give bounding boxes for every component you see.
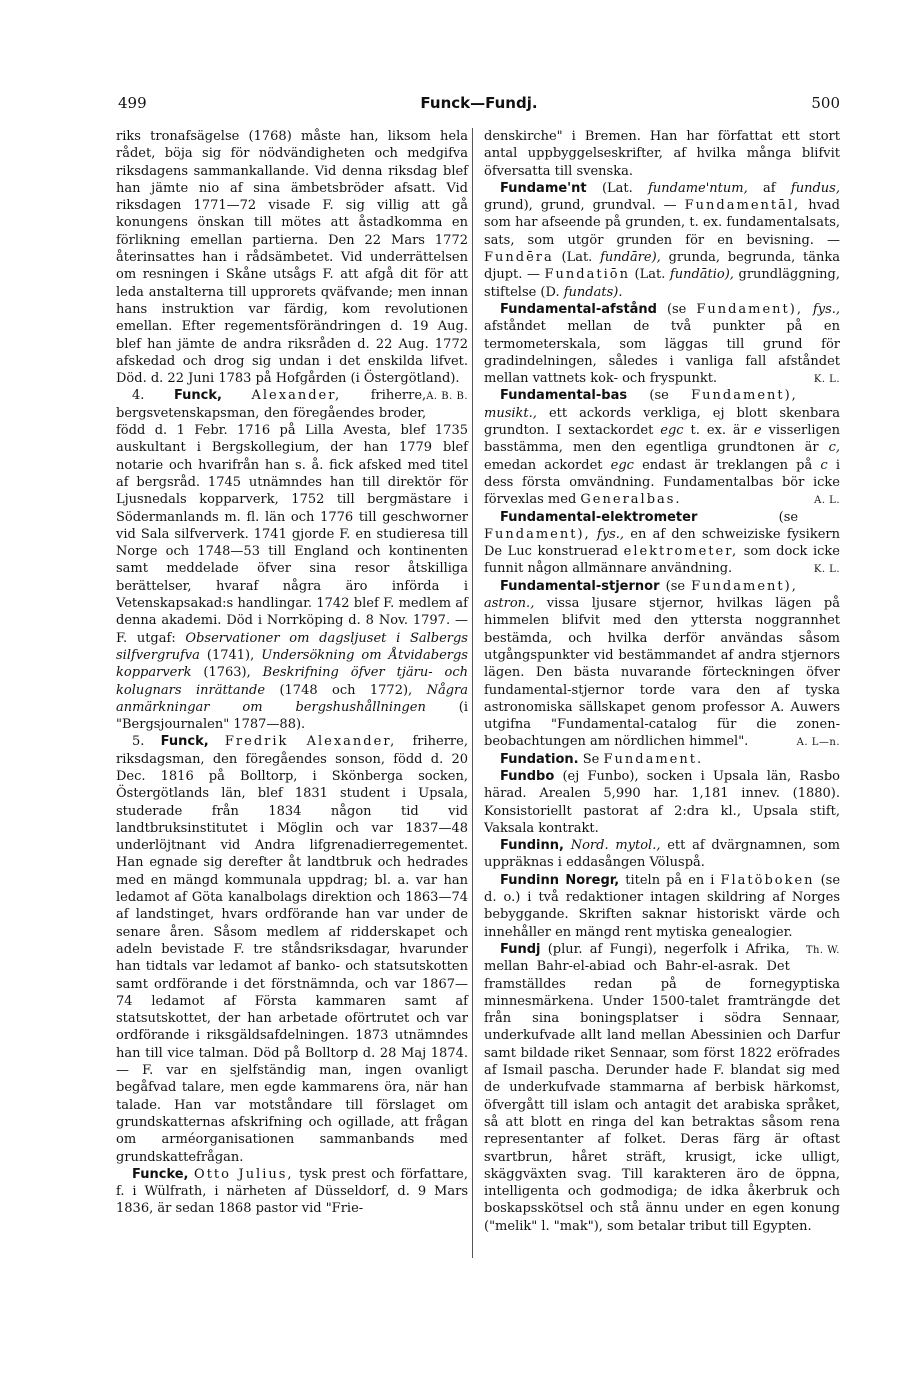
author-signature: A. B. B. xyxy=(426,391,468,403)
page-header xyxy=(118,94,840,118)
author-signature: Th. W. xyxy=(805,944,840,956)
entry-fundinn-noregr: Fundinn Noregr, titeln på en i Flatöboken (se d. o.) i två redaktioner intagen skildring af Norges bebyggande. Skriften saknar historiskt värde och innehåller en mängd rent mytiska genealogier. Th. W. xyxy=(484,872,841,956)
author-signature: A. L—n. xyxy=(796,737,840,749)
entry-funck-alexander: 4. Funck, Alexander, friherre, bergsvetenskapsman, den föregåendes broder, född d. 1 Febr. 1716 på Lilla Avesta, blef 1735 auskultant i Bergskollegium, der han 1779 blef notarie och hvarifrån han s. å. fick afsked med titel af bergsråd. 1745 utnämndes han till direktör för Ljusnedals kopparverk, 1752 till bergmästare i Södermanlands m. fl. län och 1776 till geschworner vid Sala silfververk. 1741 gjorde F. en studieresa till Norge och 1748—53 till England och kontinenten samt meddelade öfver sina resor åtskilliga berättelser, hvaraf några äro införda i Vetenskapsakad:s handlingar. 1742 blef F. medlem af denna akademi. Död i Norrköping d. 8 Nov. 1797. — F. utgaf: Observationer om dagsljuset i Salbergs silfvergrufva (1741), Undersökning om Åtvidabergs kopparverk (1763), Beskrifning öfver tjäru- och kolugnars inrättande (1748 och 1772), Några anmärkningar om bergshushållningen (i "Bergsjournalen" 1787—88). xyxy=(116,388,468,733)
right-column xyxy=(484,128,840,1235)
running-title: Funck—Fundj. xyxy=(420,94,538,112)
headword: Fundamental-stjernor xyxy=(500,578,660,594)
headword: Fundbo xyxy=(500,768,555,784)
entry-fundbo: Fundbo (ej Funbo), socken i Upsala län, Rasbo härad. Arealen 5,990 har. 1,181 innev. (1880). Konsistoriellt pastorat af 2:dra kl., Upsala stift, Vaksala kontrakt. xyxy=(484,768,841,836)
headword: Funcke, xyxy=(132,1166,189,1182)
entry-funck-continued: riks tronafsägelse (1768) måste han, liksom hela rådet, böja sig för nödvändigheten och medgifva riksdagens sammankallande. Vid denna riksdag blef han jämte nio af sina ämbetsbröder afsatt. Vid riksdagen 1771—72 visade F. sig villig att gå konungens önskan till mötes att åstadkomma en förlikning emellan partierna. Den 22 Mars 1772 återinsattes han i rådsämbetet. Vid underrättelsen om resningen i Skåne utsågs F. att afgå dit för att leda anstalterna till upprorets qväfvande; men innan hans instruktion var färdig, kom revolutionen emellan. Efter regementsförändringen d. 19 Aug. blef han jämte de andra riksråden d. 22 Aug. 1772 afskedad och drog sig undan i det enskilda lifvet. Död. d. 22 Juni 1783 på Hofgården (i Östergötland). A. B. B. xyxy=(116,129,468,403)
entry-funcke: Funcke, Otto Julius, tysk prest och författare, f. i Wülfrath, i närheten af Düsseldorf, d. 9 Mars 1836, är sedan 1868 pastor vid "Frie- xyxy=(116,1166,468,1217)
entry-fundamental-bas: Fundamental-bas (se Fundament), musikt., ett ackords verkliga, ej blott skenbara grundton. I sextackordet egc t. ex. är e visserligen basstämma, men den egentliga grundtonen är c, emedan ackordet egc endast är treklangen på c i dess första omvändning. Fundamentalbas bör icke förvexlas med Generalbas. A. L. xyxy=(484,388,840,508)
entry-fundamental-stjernor: Fundamental-stjernor (se Fundament), astron., vissa ljusare stjernor, hvilkas lägen på himmelen blifvit med den yttersta noggrannhet bestämda, och hvilka derför användas såsom utgångspunkter vid bestämmandet af andra stjernors lägen. Den bästa nuvarande förteckningen öfver fundamental-stjernor torde vara den af tyska astronomiska sällskapet genom professor A. Auwers utgifna "Fundamental-catalog für die zonen-beobachtungen am nördlichen himmel". A. L—n. xyxy=(484,578,840,750)
headword: Funck, xyxy=(160,734,209,750)
page-number-left: 499 xyxy=(118,94,147,112)
headword: Fundj xyxy=(500,941,541,957)
entry-fundament: Fundame'nt (Lat. fundame'ntum, af fundus, grund), grund, grundval. — Fundamentāl, hvad som har afseende på grunden, t. ex. fundamentalsats, sats, som utgör grunden för en bevisning. — Fundēra (Lat. fundāre), grunda, begrunda, tänka djupt. — Fundatiōn (Lat. fundātio), grundläggning, stiftelse (D. fundats). xyxy=(484,180,841,300)
column-divider xyxy=(472,128,473,1258)
page-number-right: 500 xyxy=(811,94,840,112)
entry-funck-fredrik-alexander: 5. Funck, Fredrik Alexander, friherre, riksdagsman, den föregåendes sonson, född d. 20 Dec. 1816 på Bolltorp, i Skönberga socken, Östergötlands län, blef 1831 student i Upsala, studerade från 1834 någon tid vid landtbruksinstitutet i Möglin och var 1837—48 underlöjtnant vid Andra lifgrenadierregementet. Han egnade sig derefter åt landtbruk och hedrades med en mängd kommunala uppdrag; bl. a. var han ledamot af Göta kanalbolags direktion och 1863—74 af landstinget, hvars ordförande han var under de senare åren. Såsom medlem af ridderskapet och adeln bevistade F. tre ståndsriksdagar, hvarunder han tidtals var ledamot af banko- och statsutskotten samt ordförande i det förstnämnda, och var 1867—74 ledamot af Första kammaren samt af statsutskottet, der han arbetade oförtrutet och var ordförande i riksgäldsafdelningen. 1873 utnämndes han till vice talman. Död på Bolltorp d. 28 Maj 1874. — F. var en sjelfständig man, ingen ovanligt begåfvad talare, men egde kammarens öra, när han talade. Han var motståndare till förslaget om grundskatternas afskrifning och ogillade, att frågan om arméorganisationen sammanbands med grundskattefrågan. xyxy=(116,734,468,1165)
headword: Fundamental-bas xyxy=(500,388,628,404)
headword: Fundamental-afstånd xyxy=(500,301,657,317)
headword: Fundamental-elektrometer xyxy=(500,509,698,525)
headword: Funck, xyxy=(173,388,222,404)
author-signature: A. L. xyxy=(814,495,840,507)
headword: Fundinn Noregr, xyxy=(500,872,620,888)
entry-funcke-continued: denskirche" i Bremen. Han har författat ett stort antal uppbyggelseskrifter, af hvilka många blifvit öfversatta till svenska. xyxy=(484,129,840,179)
entry-fundamental-elektrometer: Fundamental-elektrometer (se Fundament), fys., en af den schweiziske fysikern De Luc konstruerad elektrometer, som dock icke funnit någon allmännare användning. K. L. xyxy=(484,509,840,577)
entry-fundation: Fundation. Se Fundament. xyxy=(500,751,704,767)
headword: Fundinn, xyxy=(500,838,564,854)
entry-fundinn: Fundinn, Nord. mytol., ett af dvärgnamnen, som uppräknas i eddasången Völuspå. xyxy=(484,838,840,871)
author-signature: K. L. xyxy=(813,374,840,386)
left-column xyxy=(116,128,468,1218)
headword: Fundame'nt xyxy=(500,180,587,196)
entry-fundj: Fundj (plur. af Fungi), negerfolk i Afrika, mellan Bahr-el-abiad och Bahr-el-asrak. Det framställdes redan på de fornegyptiska minnesmärkena. Under 1500-talet framträngde det från sina boningsplatser i södra Sennaar, underkufvade allt land mellan Abessinien och Darfur samt bildade riket Sennaar, som först 1822 eröfrades af Ismail pascha. Derunder hade F. blandat sig med de underkufvade stammarna af berbisk härkomst, öfvergått till islam och antagit det arabiska språket, så att blott en ringa del kan betraktas såsom rena representanter af folket. Deras färg är oftast svartbrun, håret sträft, krusigt, icke ulligt, skäggväxten svag. Till karakteren äro de öppna, intelligenta och godmodiga; de idka åkerbruk och boskapsskötsel och stå ännu under en egen konung ("melik" l. "mak"), som betalar tribut till Egypten. xyxy=(484,941,840,1234)
author-signature: K. L. xyxy=(813,564,840,576)
headword: Fundation. xyxy=(500,751,579,767)
entry-fundamental-afstand: Fundamental-afstånd (se Fundament), fys., afståndet mellan de två punkter på en termometerskala, som läggas till grund för gradindelningen, således i vanliga fall afståndet mellan vattnets kok- och fryspunkt. K. L. xyxy=(484,301,841,387)
